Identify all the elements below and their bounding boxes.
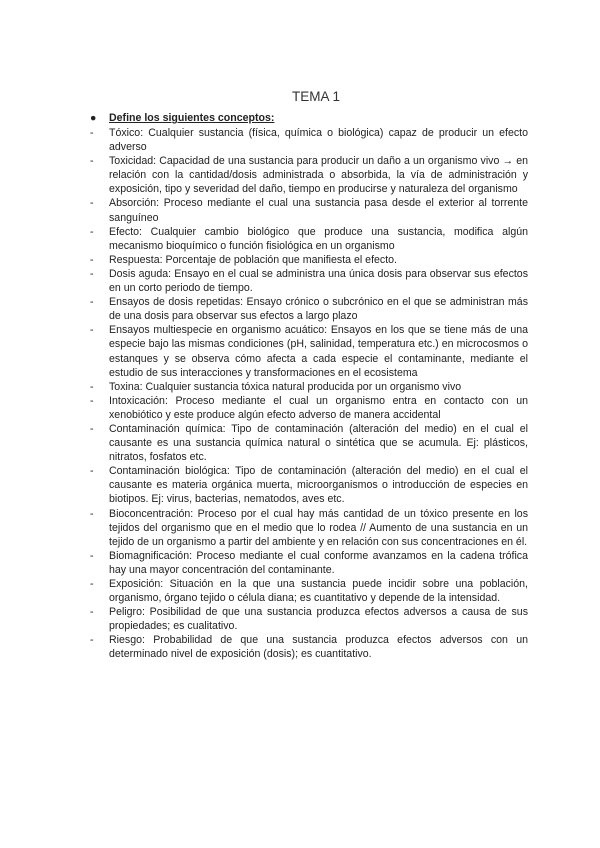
dash-marker: - [90,422,94,435]
dash-marker: - [90,296,94,309]
definition-item [88,196,528,224]
dash-marker: - [90,465,94,478]
dash-marker: - [90,225,94,238]
definition-item [88,253,528,267]
definition-text: Biomagnificación: Proceso mediante el cual conforme avanzamos en la cadena trófica hay una mayor concentración del contaminante. [109,549,528,576]
section-heading [88,111,528,125]
definition-item [88,464,528,506]
definition-text: Efecto: Cualquier cambio biológico que produce una sustancia, modifica algún mecanismo bioquímico o función fisiológica en un organismo [109,225,528,252]
definition-text: Respuesta: Porcentaje de población que manifiesta el efecto. [109,253,397,266]
dash-marker: - [90,549,94,562]
definition-item [88,126,528,154]
definition-text: Dosis aguda: Ensayo en el cual se administra una única dosis para observar sus efectos en un corto periodo de tiempo. [109,267,528,295]
dash-marker: - [90,578,94,590]
section-heading-text: Define los siguientes conceptos: [109,112,275,124]
dash-marker: - [90,394,94,407]
dash-marker: - [90,267,94,280]
dash-marker: - [90,253,94,266]
definition-text: Contaminación biológica: Tipo de contaminación (alteración del medio) en el cual el causante es materia orgánica muerta, microorganismos o introducción de especies en biotipos. Ej: virus, bacterias, nematodos, aves etc. [109,465,528,506]
definition-text: Ensayos multiespecie en organismo acuático: Ensayos en los que se tiene más de una especie bajo las mismas condiciones (pH, salinidad, temperatura etc.) en microcosmos o estanques y se observa cómo afecta a cada especie el contaminante, mediante el estudio de sus interacciones y transformaciones en el ecosistema [109,324,528,379]
definition-text: Peligro: Posibilidad de que una sustancia produzca efectos adversos a causa de sus propiedades; es cualitativo. [109,606,528,633]
definition-item [88,394,528,422]
definition-item [88,295,528,323]
definition-item [88,380,528,394]
definition-item [88,507,528,549]
dash-marker: - [90,155,94,168]
definition-item [88,577,528,605]
definition-item [88,633,528,661]
definition-item [88,154,528,196]
dash-marker: - [90,634,94,647]
definition-text: Absorción: Proceso mediante el cual una sustancia pasa desde el exterior al torrente sanguíneo [109,197,528,224]
definition-item [88,267,528,295]
dash-marker: - [90,606,94,619]
definition-text: Exposición: Situación en la que una sustancia puede incidir sobre una población, organismo, órgano tejido o célula diana; es cuantitativo y depende de la intensidad. [109,578,528,605]
definition-list [88,126,528,662]
dash-marker: - [90,127,94,139]
definition-text: Intoxicación: Proceso mediante el cual un organismo entra en contacto con un xenobiótico y este produce algún efecto adverso de manera accidental [109,394,528,421]
definition-text: Tóxico: Cualquier sustancia (física, química o biológica) capaz de producir un efecto adverso [109,127,528,154]
dash-marker: - [90,380,94,393]
definition-item [88,605,528,633]
bullet-icon: ● [90,112,97,124]
definition-text: Bioconcentración: Proceso por el cual hay más cantidad de un tóxico presente en los tejidos del organismo que en el medio que lo rodea // Aumento de una sustancia en un tejido de un organismo a partir del ambiente y en relación con sus concentraciones en él. [109,507,528,548]
definition-item [88,422,528,464]
definition-item [88,225,528,253]
page-title: TEMA 1 [291,89,340,104]
definition-text: Riesgo: Probabilidad de que una sustancia produzca efectos adversos con un determinado nivel de exposición (dosis); es cuantitativo. [109,634,528,661]
definition-item [88,323,528,379]
definition-text: Ensayos de dosis repetidas: Ensayo crónico o subcrónico en el que se administran más de una dosis para observar sus efectos a largo plazo [109,296,528,323]
dash-marker: - [90,324,94,337]
definition-text: Toxicidad: Capacidad de una sustancia para producir un daño a un organismo vivo → en relación con la cantidad/dosis administrada o absorbida, la vía de administración y exposición, tipo y severidad del daño, tiempo en producirse y naturaleza del organismo [109,155,528,196]
definition-text: Toxina: Cualquier sustancia tóxica natural producida por un organismo vivo [109,380,462,393]
dash-marker: - [90,507,94,520]
definition-text: Contaminación química: Tipo de contaminación (alteración del medio) en el cual el causante es una sustancia química natural o sintética que se acumula. Ej: plásticos, nitratos, fosfatos etc. [109,422,528,464]
definition-item [88,549,528,577]
dash-marker: - [90,197,94,210]
